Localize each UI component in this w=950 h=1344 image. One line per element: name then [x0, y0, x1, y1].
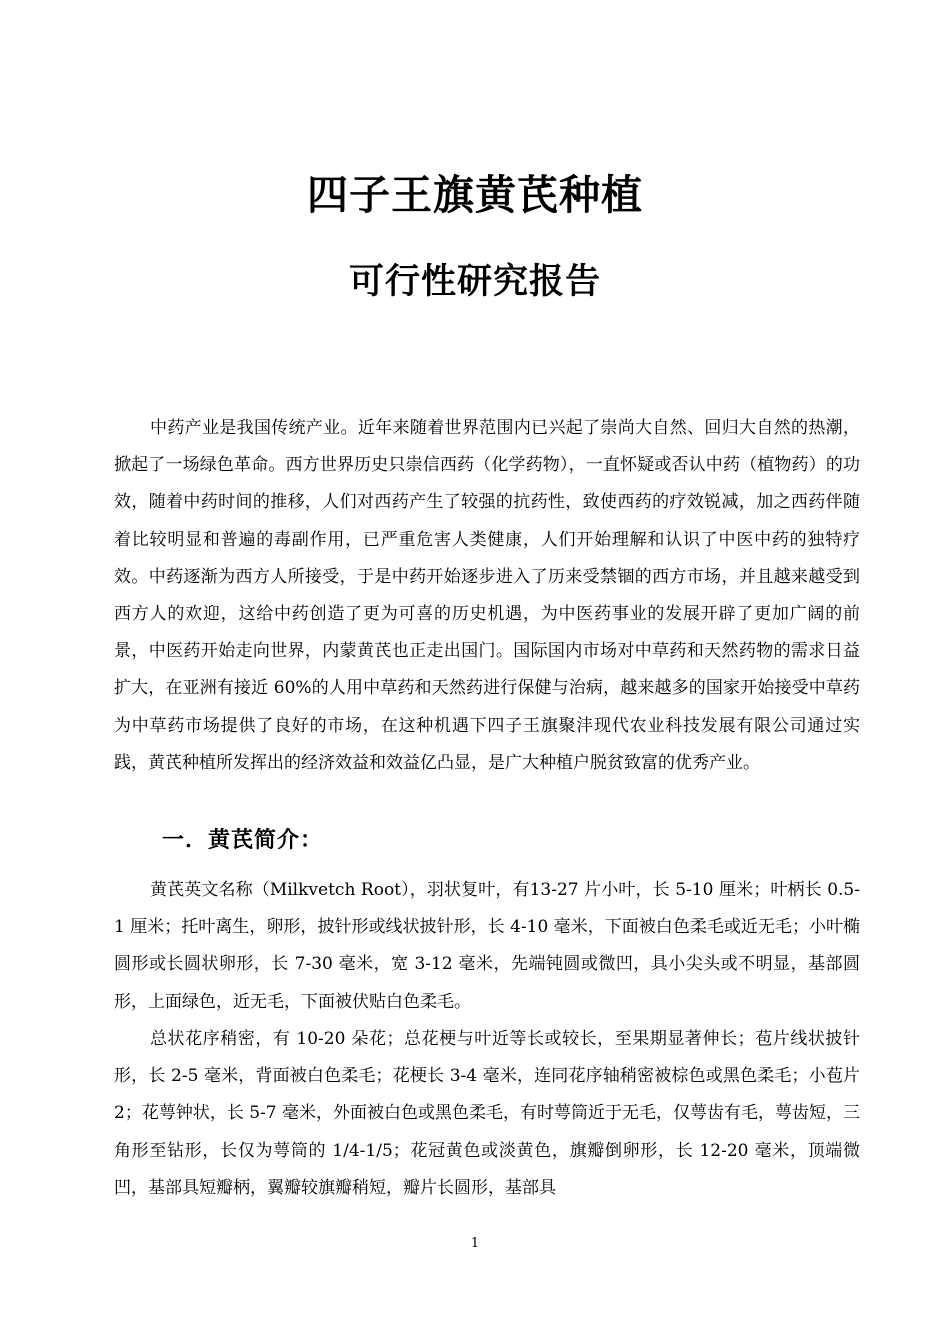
document-subtitle: 可行性研究报告	[348, 262, 601, 302]
section-heading: 一．黄芪简介：	[162, 828, 324, 853]
document-title: 四子王旗黄芪种植	[307, 171, 643, 219]
section-paragraph-flower: 总状花序稍密，有 10-20 朵花；总花梗与叶近等长或较长，至果期显著伸长；苞片线状披针形，长 2-5 毫米，背面被白色柔毛；花梗长 3-4 毫米，连同花序轴稍密被棕色或黑色柔毛；小苞片 2；花萼钟状，长 5-7 毫米，外面被白色或黑色柔毛，有时萼筒近于无毛，仅萼齿有毛，萼齿短，三角形至钻形，长仅为萼筒的 1/4-1/5；花冠黄色或淡黄色，旗瓣倒卵形，长 12-20 毫米，顶端微凹，基部具短瓣柄，翼瓣较旗瓣稍短，瓣片长圆形，基部具	[114, 1029, 860, 1198]
page-number: 1	[470, 1236, 480, 1251]
section-paragraph-leaf: 黄芪英文名称（Milkvetch Root），羽状复叶，有13-27 片小叶，长 5-10 厘米；叶柄长 0.5-1 厘米；托叶离生，卵形，披针形或线状披针形，长 4-10 毫米，下面被白色柔毛或近无毛；小叶椭圆形或长圆状卵形，长 7-30 毫米，宽 3-12 毫米，先端钝圆或微凹，具小尖头或不明显，基部圆形，上面绿色，近无毛，下面被伏贴白色柔毛。	[114, 880, 860, 1012]
intro-paragraph: 中药产业是我国传统产业。近年来随着世界范围内已兴起了崇尚大自然、回归大自然的热潮，掀起了一场绿色革命。西方世界历史只崇信西药（化学药物），一直怀疑或否认中药（植物药）的功效，随着中药时间的推移，人们对西药产生了较强的抗药性，致使西药的疗效锐减，加之西药伴随着比较明显和普遍的毒副作用，已严重危害人类健康，人们开始理解和认识了中医中药的独特疗效。中药逐渐为西方人所接受，于是中药开始逐步进入了历来受禁锢的西方市场，并且越来越受到西方人的欢迎，这给中药创造了更为可喜的历史机遇，为中医药事业的发展开辟了更加广阔的前景，中医药开始走向世界，内蒙黄芪也正走出国门。国际国内市场对中草药和天然药物的需求日益扩大，在亚洲有接近 60%的人用中草药和天然药进行保健与治病，越来越多的国家开始接受中草药为中草药市场提供了良好的市场，在这种机遇下四子王旗聚沣现代农业科技发展有限公司通过实践，黄芪种植所发挥出的经济效益和效益亿凸显，是广大种植户脱贫致富的优秀产业。	[114, 418, 860, 773]
